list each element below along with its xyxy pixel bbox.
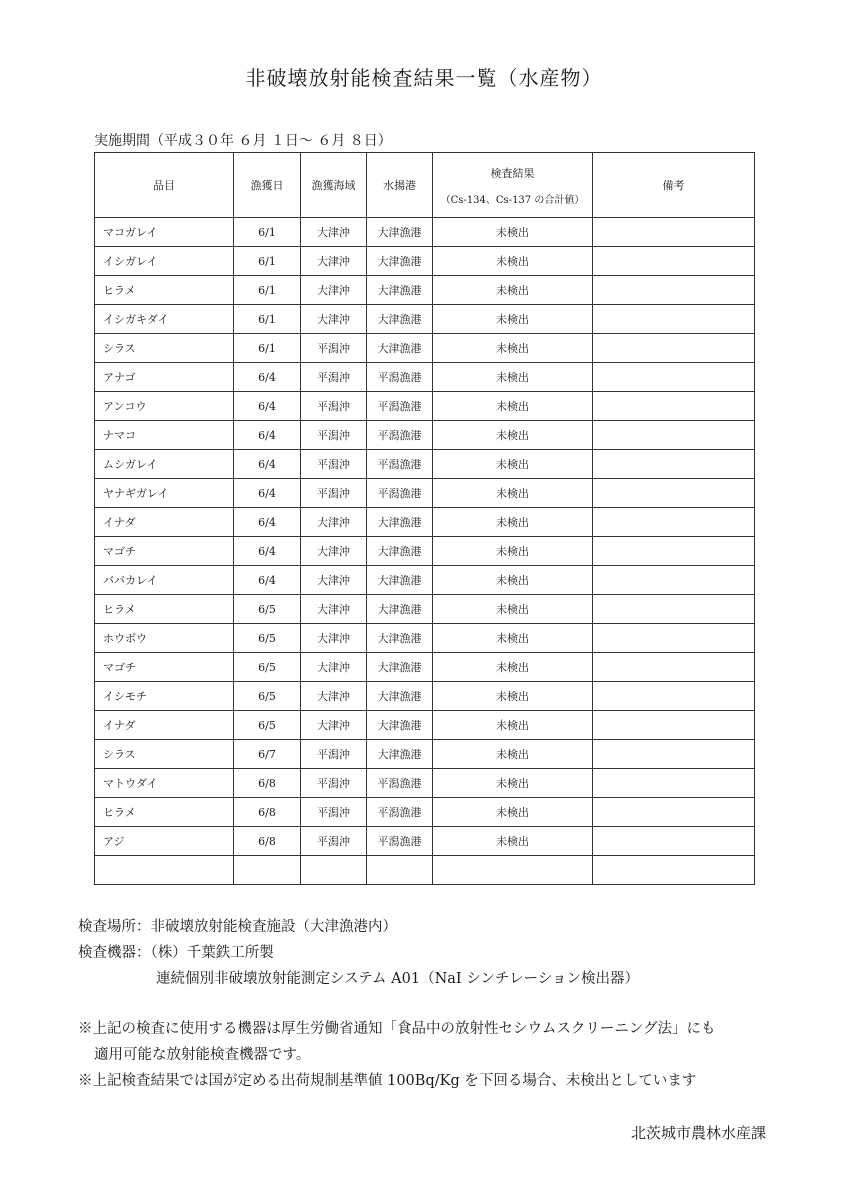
cell-catch-area: 大津沖 [301,247,367,276]
results-body [95,218,755,885]
cell-item: ヒラメ [95,595,234,624]
cell-item: イナダ [95,711,234,740]
cell-result: 未検出 [433,769,593,798]
cell-item: イナダ [95,508,234,537]
cell-catch-area: 大津沖 [301,711,367,740]
cell-landing-port: 平潟漁港 [367,479,433,508]
header-landing-port: 水揚港 [367,153,433,218]
cell-result: 未検出 [433,421,593,450]
cell-item: ババカレイ [95,566,234,595]
cell-catch-date: 6/1 [234,218,301,247]
cell-result: 未検出 [433,624,593,653]
header-result-sub: （Cs-134、Cs-137 の合計値） [440,194,585,206]
cell-result: 未検出 [433,218,593,247]
cell-result: 未検出 [433,450,593,479]
cell-result: 未検出 [433,798,593,827]
cell-result: 未検出 [433,595,593,624]
cell-item [95,856,234,885]
cell-landing-port: 平潟漁港 [367,798,433,827]
cell-catch-area: 大津沖 [301,305,367,334]
cell-landing-port: 大津漁港 [367,566,433,595]
cell-catch-date: 6/5 [234,682,301,711]
cell-landing-port: 大津漁港 [367,653,433,682]
cell-catch-date: 6/8 [234,827,301,856]
cell-item: イシモチ [95,682,234,711]
cell-catch-area: 平潟沖 [301,798,367,827]
cell-result: 未検出 [433,305,593,334]
cell-remarks [593,247,755,276]
table-row [95,479,755,508]
cell-catch-date [234,856,301,885]
cell-catch-area: 大津沖 [301,624,367,653]
cell-result: 未検出 [433,392,593,421]
cell-catch-area: 平潟沖 [301,392,367,421]
cell-remarks [593,682,755,711]
cell-catch-date: 6/7 [234,740,301,769]
cell-remarks [593,711,755,740]
cell-catch-area: 平潟沖 [301,740,367,769]
cell-item: イシガレイ [95,247,234,276]
table-row [95,508,755,537]
cell-catch-area: 平潟沖 [301,479,367,508]
cell-item: マゴチ [95,537,234,566]
cell-catch-area: 平潟沖 [301,421,367,450]
cell-landing-port [367,856,433,885]
cell-result: 未検出 [433,537,593,566]
cell-landing-port: 大津漁港 [367,682,433,711]
disclaimer-1-cont: 適用可能な放射能検査機器です。 [94,1047,311,1063]
cell-item: マコガレイ [95,218,234,247]
cell-catch-area: 平潟沖 [301,769,367,798]
inspection-location: 検査場所：非破壊放射能検査施設（大津漁港内） [78,919,397,935]
cell-remarks [593,595,755,624]
table-row [95,798,755,827]
cell-catch-area: 平潟沖 [301,334,367,363]
table-row [95,595,755,624]
cell-landing-port: 大津漁港 [367,624,433,653]
cell-remarks [593,218,755,247]
table-row [95,827,755,856]
cell-remarks [593,740,755,769]
cell-item: ヒラメ [95,276,234,305]
cell-landing-port: 大津漁港 [367,537,433,566]
inspection-notes [78,914,639,992]
department-name: 北茨城市農林水産課 [630,1124,766,1142]
cell-result [433,856,593,885]
cell-landing-port: 大津漁港 [367,305,433,334]
cell-catch-date: 6/5 [234,624,301,653]
cell-remarks [593,769,755,798]
cell-landing-port: 大津漁港 [367,508,433,537]
table-row [95,711,755,740]
table-row [95,740,755,769]
cell-remarks [593,653,755,682]
cell-landing-port: 大津漁港 [367,334,433,363]
cell-result: 未検出 [433,740,593,769]
cell-catch-area: 大津沖 [301,566,367,595]
cell-item: アジ [95,827,234,856]
header-item: 品目 [95,153,234,218]
header-result [433,153,593,218]
cell-result: 未検出 [433,682,593,711]
cell-result: 未検出 [433,566,593,595]
cell-catch-area: 大津沖 [301,682,367,711]
table-row [95,363,755,392]
cell-catch-date: 6/4 [234,566,301,595]
cell-item: ヤナギガレイ [95,479,234,508]
results-table [94,152,755,885]
disclaimer-1: ※上記の検査に使用する機器は厚生労働省通知「食品中の放射性セシウムスクリーニング法」にも [78,1021,716,1037]
table-row [95,334,755,363]
inspection-period: 実施期間（平成３０年 ６月 １日～ ６月 ８日） [94,133,392,149]
cell-remarks [593,624,755,653]
cell-landing-port: 大津漁港 [367,247,433,276]
cell-remarks [593,276,755,305]
header-catch-date: 漁獲日 [234,153,301,218]
cell-item: シラス [95,740,234,769]
cell-item: アンコウ [95,392,234,421]
cell-result: 未検出 [433,653,593,682]
cell-catch-date: 6/1 [234,334,301,363]
table-row [95,653,755,682]
cell-result: 未検出 [433,508,593,537]
cell-remarks [593,363,755,392]
cell-remarks [593,334,755,363]
table-row [95,537,755,566]
cell-landing-port: 大津漁港 [367,595,433,624]
table-row [95,421,755,450]
table-row [95,624,755,653]
cell-remarks [593,392,755,421]
cell-catch-area: 大津沖 [301,653,367,682]
cell-catch-area: 大津沖 [301,537,367,566]
cell-remarks [593,537,755,566]
cell-landing-port: 大津漁港 [367,740,433,769]
cell-remarks [593,450,755,479]
table-row [95,247,755,276]
cell-catch-date: 6/5 [234,711,301,740]
cell-catch-date: 6/4 [234,479,301,508]
cell-catch-date: 6/4 [234,392,301,421]
cell-catch-date: 6/1 [234,305,301,334]
cell-remarks [593,798,755,827]
cell-item: マゴチ [95,653,234,682]
cell-catch-area: 平潟沖 [301,827,367,856]
table-row [95,218,755,247]
cell-catch-date: 6/5 [234,595,301,624]
table-row [95,305,755,334]
cell-item: ナマコ [95,421,234,450]
cell-result: 未検出 [433,247,593,276]
cell-result: 未検出 [433,276,593,305]
table-row [95,450,755,479]
cell-remarks [593,827,755,856]
table-header-row [95,153,755,218]
cell-catch-date: 6/4 [234,537,301,566]
cell-remarks [593,305,755,334]
table-row [95,856,755,885]
cell-catch-date: 6/4 [234,450,301,479]
cell-catch-date: 6/1 [234,276,301,305]
cell-remarks [593,856,755,885]
cell-catch-date: 6/8 [234,769,301,798]
page-title: 非破壊放射能検査結果一覧（水産物） [245,66,603,90]
cell-catch-area [301,856,367,885]
cell-result: 未検出 [433,711,593,740]
cell-item: アナゴ [95,363,234,392]
cell-catch-area: 平潟沖 [301,363,367,392]
cell-catch-area: 大津沖 [301,508,367,537]
cell-landing-port: 平潟漁港 [367,450,433,479]
cell-remarks [593,566,755,595]
cell-catch-date: 6/5 [234,653,301,682]
cell-landing-port: 大津漁港 [367,276,433,305]
cell-landing-port: 大津漁港 [367,711,433,740]
cell-landing-port: 平潟漁港 [367,827,433,856]
cell-catch-date: 6/4 [234,363,301,392]
disclaimer-2: ※上記検査結果では国が定める出荷規制基準値 100Bq/Kg を下回る場合、未検出としています [78,1073,697,1089]
cell-remarks [593,508,755,537]
cell-remarks [593,421,755,450]
cell-catch-area: 大津沖 [301,218,367,247]
cell-landing-port: 平潟漁港 [367,392,433,421]
header-catch-area: 漁獲海域 [301,153,367,218]
cell-item: イシガキダイ [95,305,234,334]
cell-result: 未検出 [433,363,593,392]
table-row [95,682,755,711]
cell-catch-date: 6/1 [234,247,301,276]
cell-remarks [593,479,755,508]
cell-catch-area: 大津沖 [301,595,367,624]
inspection-equipment-detail: 連続個別非破壊放射能測定システム A01（NaI シンチレーション検出器） [156,971,640,987]
table-row [95,392,755,421]
inspection-equipment: 検査機器：（株）千葉鉄工所製 [78,945,274,961]
cell-item: ホウボウ [95,624,234,653]
cell-item: ムシガレイ [95,450,234,479]
cell-item: ヒラメ [95,798,234,827]
header-result-label: 検査結果 [490,166,535,180]
header-remarks: 備考 [593,153,755,218]
cell-landing-port: 平潟漁港 [367,769,433,798]
cell-catch-date: 6/8 [234,798,301,827]
cell-item: シラス [95,334,234,363]
cell-result: 未検出 [433,334,593,363]
cell-item: マトウダイ [95,769,234,798]
cell-result: 未検出 [433,479,593,508]
cell-landing-port: 平潟漁港 [367,363,433,392]
cell-catch-area: 平潟沖 [301,450,367,479]
cell-landing-port: 平潟漁港 [367,421,433,450]
cell-landing-port: 大津漁港 [367,218,433,247]
table-row [95,276,755,305]
cell-catch-area: 大津沖 [301,276,367,305]
table-row [95,769,755,798]
cell-catch-date: 6/4 [234,508,301,537]
cell-catch-date: 6/4 [234,421,301,450]
cell-result: 未検出 [433,827,593,856]
disclaimers [78,1016,768,1094]
table-row [95,566,755,595]
